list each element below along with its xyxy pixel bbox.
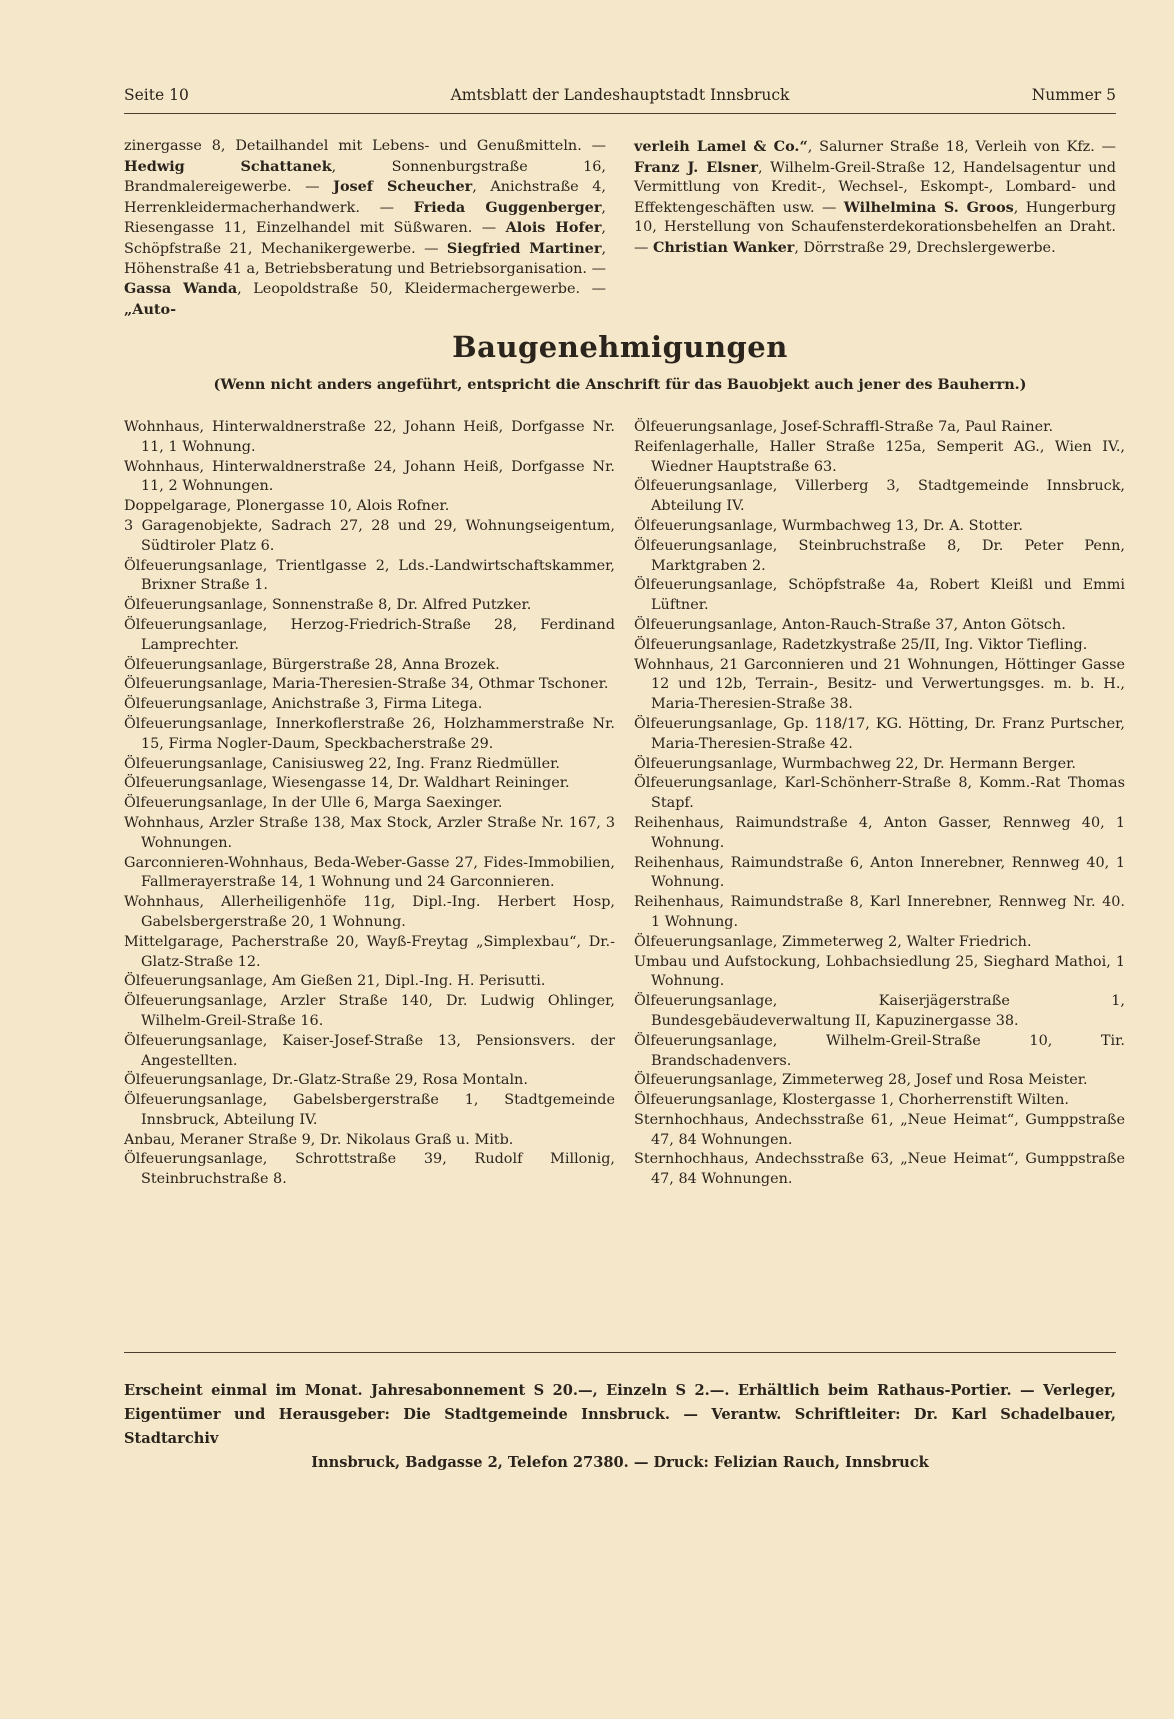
permit-entry: Ölfeuerungsanlage, Klostergasse 1, Chorherrenstift Wilten. — [634, 1092, 1069, 1109]
licensee-name: Christian Wanker — [652, 238, 795, 256]
permit-entry: Mittelgarage, Pacherstraße 20, Wayß-Freytag „Simplexbau“, Dr.-Glatz-Straße 12. — [124, 933, 615, 970]
licensee-name: Franz J. Elsner — [634, 158, 758, 176]
permit-entry: Ölfeuerungsanlage, Schrottstraße 39, Rudolf Millonig, Steinbruchstraße 8. — [124, 1151, 615, 1188]
imprint — [124, 1379, 1116, 1475]
permit-entry: Ölfeuerungsanlage, Innerkoflerstraße 26, Holzhammerstraße Nr. 15, Firma Nogler-Daum, Speckbacherstraße 29. — [124, 715, 615, 752]
licensee-name: Frieda Guggenberger — [413, 198, 602, 216]
license-text: , Salurner Straße 18, Verleih von Kfz. — — [807, 139, 1117, 155]
permit-entry: Wohnhaus, Hinterwaldnerstraße 22, Johann Heiß, Dorfgasse Nr. 11, 1 Wohnung. — [124, 419, 615, 455]
permit-entry: Ölfeuerungsanlage, Sonnenstraße 8, Dr. Alfred Putzker. — [124, 597, 532, 614]
permit-entry: Ölfeuerungsanlage, Canisiusweg 22, Ing. Franz Riedmüller. — [124, 755, 560, 772]
permit-entry: Wohnhaus, Arzler Straße 138, Max Stock, Arzler Straße Nr. 167, 3 Wohnungen. — [124, 814, 615, 851]
permit-entry: Ölfeuerungsanlage, Gp. 118/17, KG. Hötting, Dr. Franz Purtscher, Maria-Theresien-Straße 42. — [634, 715, 1125, 752]
permit-entry: Wohnhaus, 21 Garconnieren und 21 Wohnungen, Höttinger Gasse 12 und 12b, Terrain-, Besitz- und Verwertungsges. m. b. H., Maria-Theresien-Straße 38. — [634, 656, 1125, 713]
permit-entry: Wohnhaus, Allerheiligenhöfe 11g, Dipl.-Ing. Herbert Hosp, Gabelsbergerstraße 20, 1 Wohnung. — [124, 894, 615, 930]
licensee-name: Wilhelmina S. Groos — [843, 198, 1014, 216]
footer-rule — [124, 1352, 1116, 1353]
permit-entry: Ölfeuerungsanlage, Karl-Schönherr-Straße 8, Komm.-Rat Thomas Stapf. — [634, 775, 1125, 812]
licensee-name: Gassa Wanda — [124, 280, 238, 298]
publication-title: Amtsblatt der Landeshauptstadt Innsbruck — [450, 86, 790, 104]
permit-entry: Ölfeuerungsanlage, Wurmbachweg 13, Dr. A. Stotter. — [634, 517, 1023, 534]
licensee-name: Siegfried Martiner — [446, 239, 602, 257]
permit-entry: Ölfeuerungsanlage, Dr.-Glatz-Straße 29, Rosa Montaln. — [124, 1072, 528, 1089]
permit-entry: Ölfeuerungsanlage, Anichstraße 3, Firma Litega. — [124, 696, 483, 713]
license-text: , Höhenstraße 41 a, Betriebsberatung und Betriebsorganisation. — — [124, 240, 607, 277]
license-text: , Hungerburg 10, Herstellung von Schaufensterdekorationsbehelfen an Draht. — — [634, 199, 1116, 256]
permit-entry: Reihenhaus, Raimundstraße 8, Karl Innerebner, Rennweg Nr. 40. 1 Wohnung. — [634, 894, 1125, 930]
licensee-name: Hedwig Schattanek — [124, 157, 332, 175]
license-text: , Wilhelm-Greil-Straße 12, Handelsagentur und Vermittlung von Kredit-, Wechsel-, Eskompt-, Lombard- und Effektengeschäften usw. — — [634, 159, 1117, 216]
intro-right-column — [634, 137, 1116, 259]
imprint-line-2: Innsbruck, Badgasse 2, Telefon 27380. — Druck: Felizian Rauch, Innsbruck — [311, 1454, 929, 1471]
section-subtitle: (Wenn nicht anders angeführt, entspricht die Anschrift für das Bauobjekt auch jener des Bauherrn.) — [213, 376, 1027, 393]
licensee-name: „Auto- — [124, 300, 177, 318]
permit-entry: Ölfeuerungsanlage, Kaiserjägerstraße 1, Bundesgebäudeverwaltung II, Kapuzinergasse 38. — [634, 993, 1125, 1029]
running-header — [124, 86, 1116, 110]
permit-entry: Anbau, Meraner Straße 9, Dr. Nikolaus Graß u. Mitb. — [124, 1131, 514, 1148]
licensee-name: verleih Lamel & Co.“ — [634, 138, 808, 155]
permit-entry: Ölfeuerungsanlage, Gabelsbergerstraße 1, Stadtgemeinde Innsbruck, Abteilung IV. — [124, 1092, 615, 1128]
permit-entry: Ölfeuerungsanlage, Kaiser-Josef-Straße 13, Pensionsvers. der Angestellten. — [124, 1032, 615, 1069]
license-text: zinergasse 8, Detailhandel mit Lebens- und Genußmitteln. — — [124, 138, 606, 154]
license-text: , Anichstraße 4, Herrenkleidermacherhandwerk. — — [124, 179, 606, 216]
permit-entry: Ölfeuerungsanlage, Josef-Schraffl-Straße 7a, Paul Rainer. — [634, 419, 1054, 435]
permit-entry: Ölfeuerungsanlage, Herzog-Friedrich-Straße 28, Ferdinand Lamprechter. — [124, 616, 615, 653]
permit-entry: Sternhochhaus, Andechsstraße 61, „Neue Heimat“, Gumppstraße 47, 84 Wohnungen. — [634, 1111, 1125, 1148]
issue-number: Nummer 5 — [1031, 86, 1116, 104]
header-rule — [124, 113, 1116, 114]
permit-entry: Ölfeuerungsanlage, Trientlgasse 2, Lds.-Landwirtschaftskammer, Brixner Straße 1. — [124, 557, 615, 594]
permit-entry: Ölfeuerungsanlage, In der Ulle 6, Marga Saexinger. — [124, 795, 503, 812]
permit-entry: Reifenlagerhalle, Haller Straße 125a, Semperit AG., Wien IV., Wiedner Hauptstraße 63. — [634, 438, 1125, 475]
permit-entry: Ölfeuerungsanlage, Am Gießen 21, Dipl.-Ing. H. Perisutti. — [124, 973, 546, 990]
section-title: Baugenehmigungen — [452, 330, 788, 364]
permit-entry: Ölfeuerungsanlage, Radetzkystraße 25/II, Ing. Viktor Tiefling. — [634, 636, 1088, 653]
intro-left-column — [124, 137, 606, 320]
permit-entry: Reihenhaus, Raimundstraße 6, Anton Innerebner, Rennweg 40, 1 Wohnung. — [634, 854, 1125, 891]
permit-entry: Garconnieren-Wohnhaus, Beda-Weber-Gasse 27, Fides-Immobilien, Fallmerayerstraße 14, 1 Wohnung und 24 Garconnieren. — [124, 854, 615, 891]
permit-entry: Umbau und Aufstockung, Lohbachsiedlung 25, Sieghard Mathoi, 1 Wohnung. — [634, 953, 1125, 990]
permit-entry: 3 Garagenobjekte, Sadrach 27, 28 und 29, Wohnungseigentum, Südtiroler Platz 6. — [124, 517, 615, 554]
license-text: , Sonnenburgstraße 16, Brandmalereigewerbe. — — [124, 158, 606, 196]
imprint-line-1: Erscheint einmal im Monat. Jahresabonnement S 20.—, Einzeln S 2.—. Erhältlich beim Rathaus-Portier. — Verleger, Eigentümer und Herausgeber: Die Stadtgemeinde Innsbruck. — Verantw. Schriftleiter: Dr. Karl Schadelbauer, Stadtarchiv — [124, 1382, 1116, 1447]
permit-entry: Ölfeuerungsanlage, Wiesengasse 14, Dr. Waldhart Reininger. — [124, 775, 570, 792]
license-text: , Dörrstraße 29, Drechslergewerbe. — [794, 239, 1056, 256]
permits-left-column — [124, 418, 615, 1190]
permit-entry: Ölfeuerungsanlage, Steinbruchstraße 8, Dr. Peter Penn, Marktgraben 2. — [634, 537, 1125, 574]
license-text: , Schöpfstraße 21, Mechanikergewerbe. — — [124, 220, 606, 257]
permits-right-column — [634, 418, 1125, 1190]
permit-entry: Ölfeuerungsanlage, Bürgerstraße 28, Anna Brozek. — [124, 656, 500, 673]
permit-entry: Wohnhaus, Hinterwaldnerstraße 24, Johann Heiß, Dorfgasse Nr. 11, 2 Wohnungen. — [124, 458, 615, 495]
permit-entry: Ölfeuerungsanlage, Schöpfstraße 4a, Robert Kleißl und Emmi Lüftner. — [634, 577, 1125, 614]
page-number: Seite 10 — [124, 86, 189, 104]
licensee-name: Alois Hofer — [505, 219, 602, 237]
permit-entry: Ölfeuerungsanlage, Arzler Straße 140, Dr. Ludwig Ohlinger, Wilhelm-Greil-Straße 16. — [124, 993, 615, 1029]
permit-entry: Ölfeuerungsanlage, Wilhelm-Greil-Straße 10, Tir. Brandschadenvers. — [634, 1032, 1125, 1069]
permit-entry: Sternhochhaus, Andechsstraße 63, „Neue Heimat“, Gumppstraße 47, 84 Wohnungen. — [634, 1151, 1125, 1188]
permit-entry: Ölfeuerungsanlage, Anton-Rauch-Straße 37, Anton Götsch. — [634, 616, 1066, 633]
permit-entry: Reihenhaus, Raimundstraße 4, Anton Gasser, Rennweg 40, 1 Wohnung. — [634, 814, 1125, 851]
permit-entry: Ölfeuerungsanlage, Villerberg 3, Stadtgemeinde Innsbruck, Abteilung IV. — [634, 478, 1125, 515]
permit-entry: Ölfeuerungsanlage, Zimmeterweg 28, Josef und Rosa Meister. — [634, 1072, 1088, 1089]
permit-entry: Ölfeuerungsanlage, Maria-Theresien-Straße 34, Othmar Tschoner. — [124, 676, 609, 693]
license-text: , Riesengasse 11, Einzelhandel mit Süßwaren. — — [124, 199, 606, 237]
licensee-name: Josef Scheucher — [333, 178, 473, 196]
permit-entry: Ölfeuerungsanlage, Wurmbachweg 22, Dr. Hermann Berger. — [634, 755, 1076, 772]
permit-entry: Doppelgarage, Plonergasse 10, Alois Rofner. — [124, 498, 450, 515]
permit-entry: Ölfeuerungsanlage, Zimmeterweg 2, Walter Friedrich. — [634, 933, 1032, 950]
license-text: , Leopoldstraße 50, Kleidermachergewerbe. — — [237, 281, 606, 298]
